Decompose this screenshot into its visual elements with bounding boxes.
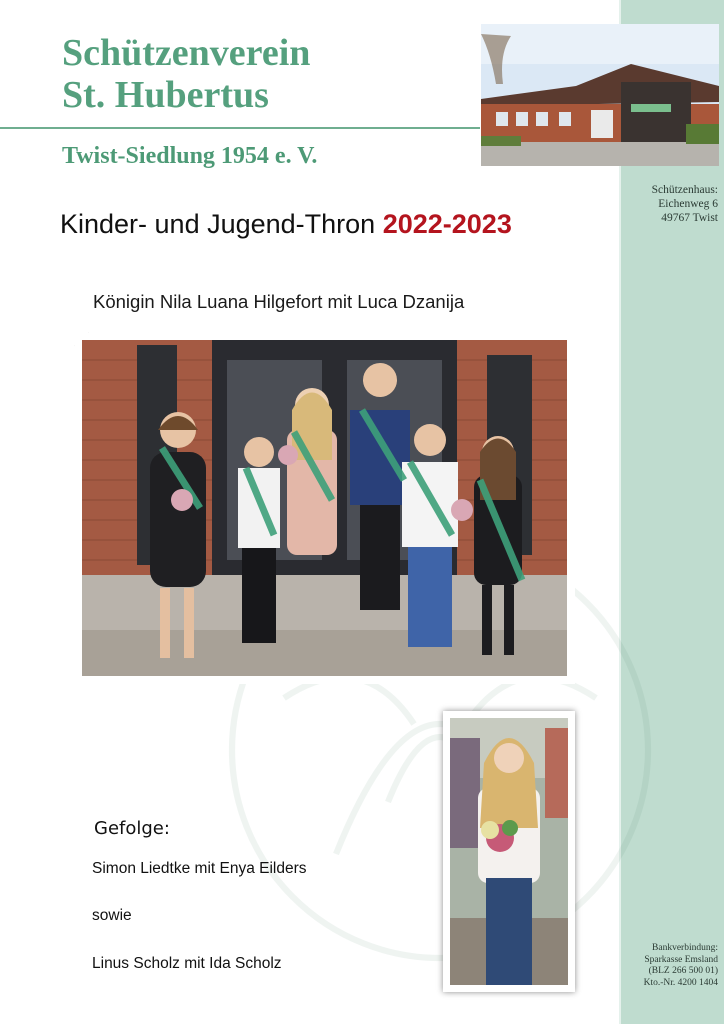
bank-label: Bankverbindung: [652, 943, 718, 953]
entourage-connector: sowie [92, 907, 132, 924]
bank-code: (BLZ 266 500 01) [648, 966, 718, 976]
clubhouse-photo [481, 24, 719, 166]
address-street: Eichenweg 6 [658, 198, 718, 210]
club-subtitle: Twist-Siedlung 1954 e. V. [62, 143, 318, 169]
club-name [62, 32, 482, 116]
page-title-year: 2022-2023 [382, 209, 512, 239]
bank-name: Sparkasse Emsland [644, 954, 718, 965]
entourage-line-2: Linus Scholz mit Ida Scholz [92, 955, 282, 972]
address-city: 49767 Twist [661, 212, 718, 224]
entourage-heading: Gefolge: [94, 818, 170, 839]
queen-portrait-photo [443, 711, 575, 992]
address-label: Schützenhaus: [651, 184, 718, 196]
bank-account: Kto.-Nr. 4200 1404 [643, 977, 718, 988]
group-photo [74, 332, 575, 684]
page-title-text: Kinder- und Jugend-Thron [60, 209, 376, 239]
club-name-line2: St. Hubertus [62, 74, 269, 116]
club-name-line1: Schützenverein [62, 32, 311, 74]
bank-details [622, 943, 718, 989]
royals-caption: Königin Nila Luana Hilgefort mit Luca Dzanija [93, 291, 465, 312]
entourage-line-1: Simon Liedtke mit Enya Eilders [92, 860, 307, 877]
header-rule [0, 127, 480, 129]
page-title [60, 209, 512, 240]
clubhouse-address [622, 183, 718, 225]
